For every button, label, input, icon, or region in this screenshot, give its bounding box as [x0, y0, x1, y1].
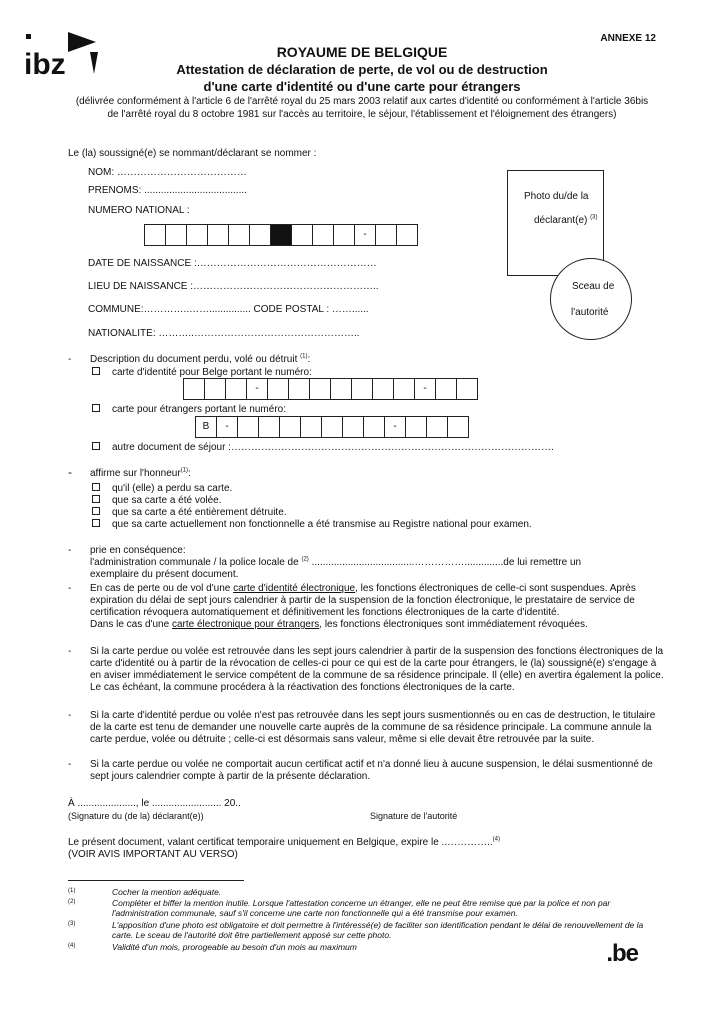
checkbox-cid[interactable] [92, 367, 100, 375]
cid-number-box[interactable] [309, 378, 331, 400]
checkbox-perdu[interactable] [92, 483, 100, 491]
numero-national-box[interactable] [291, 224, 313, 246]
bullet-dash: - [68, 354, 72, 365]
footnote-number: (4) [68, 943, 76, 949]
declarant-intro: Le (la) soussigné(e) se nommant/déclarant se nommer : [68, 148, 317, 159]
numero-national-box[interactable] [165, 224, 187, 246]
footnote-number: (1) [68, 888, 76, 894]
description-text: Description du document perdu, volé ou détruit [90, 354, 298, 365]
honneur-text: affirme sur l'honneur [90, 468, 181, 479]
honneur-option-perdu-label: qu'il (elle) a perdu sa carte. [112, 483, 233, 494]
etrangers-number-box[interactable] [447, 416, 469, 438]
p2-underline-cid: carte d'identité électronique [233, 583, 356, 594]
honneur-option-perdu[interactable] [92, 483, 232, 495]
option-etrangers-label: carte pour étrangers portant le numéro: [112, 404, 286, 415]
validity-line1 [68, 837, 500, 849]
option-cid-label: carte d'identité pour Belge portant le numéro: [112, 367, 312, 378]
signature-autorite-label: Signature de l'autorité [370, 811, 458, 821]
etrangers-number-box[interactable] [426, 416, 448, 438]
numero-national-box[interactable] [333, 224, 355, 246]
cid-number-box[interactable] [225, 378, 247, 400]
numero-national-box[interactable] [186, 224, 208, 246]
prie-line2 [90, 557, 664, 569]
annexe-label: ANNEXE 12 [600, 33, 656, 44]
numero-national-box[interactable]: - [354, 224, 376, 246]
honneur-option-transmise-label: que sa carte actuellement non fonctionnelle a été transmise au Registre national pour examen. [112, 519, 532, 530]
legal-reference: (délivrée conformément à l'article 6 de l'arrêté royal du 25 mars 2003 relatif aux cartes d'identité ou conformément à l'article 36bis de l'arrêté royal du 8 octobre 1981 sur l'accès au territoire, le séjour, l'établissement et l'éloignement des étrangers) [75, 96, 649, 120]
cid-number-box[interactable] [351, 378, 373, 400]
footnote-3: L'apposition d'une photo est obligatoire et doit permettre à l'intéressé(e) de faciliter son identification pendant le délai de renouvellement de la carte. Le sceau de l'autorité doit être partiellement apposé sur cette photo. [112, 920, 644, 940]
cid-number-box[interactable]: - [246, 378, 268, 400]
numero-national-box[interactable] [270, 224, 292, 246]
footnote-divider [68, 880, 244, 881]
etrangers-number-box[interactable] [300, 416, 322, 438]
prie-line3: exemplaire du présent document. [90, 569, 239, 580]
prenoms-field[interactable]: PRENOMS: ..................................... [88, 185, 247, 196]
prie-line1: prie en conséquence: [90, 545, 186, 556]
validity-line2: (VOIR AVIS IMPORTANT AU VERSO) [68, 849, 238, 860]
date-naissance-field[interactable]: DATE DE NAISSANCE :……………………………………………… [88, 258, 377, 269]
numero-national-box[interactable] [144, 224, 166, 246]
numero-national-box[interactable] [249, 224, 271, 246]
etrangers-number-box[interactable] [342, 416, 364, 438]
seal-label-line2: l'autorité [571, 307, 609, 318]
etrangers-number-box[interactable] [321, 416, 343, 438]
document-title-line1: Attestation de déclaration de perte, de vol ou de destruction [176, 62, 548, 77]
validity-footnote-ref: (4) [492, 836, 501, 843]
checkbox-volee[interactable] [92, 495, 100, 503]
photo-footnote-ref: (3) [590, 214, 598, 221]
etrangers-number-box[interactable] [405, 416, 427, 438]
perte-vol-paragraph [90, 583, 666, 631]
checkbox-autre[interactable] [92, 442, 100, 450]
footnote-2: Compléter et biffer la mention inutile. Lorsque l'attestation concerne un étranger, elle ne peut être remise que par la police et non par l'administration communale, sauf s'il concerne une carte non fonctionnelle qui a été transmise pour examen. [112, 898, 611, 918]
validity-text: Le présent document, valant certificat temporaire uniquement en Belgique, expire le ..………….. [68, 837, 493, 848]
numero-national-box[interactable] [396, 224, 418, 246]
etrangers-number-box[interactable] [279, 416, 301, 438]
be-logo: .be [606, 940, 638, 967]
numero-national-box[interactable] [375, 224, 397, 246]
photo-label-text: déclarant(e) [534, 215, 588, 226]
page-title: ROYAUME DE BELGIQUE [276, 44, 448, 60]
nationalite-field[interactable]: NATIONALITE: ………..………………………………………….. [88, 328, 360, 339]
sans-certificat-paragraph: Si la carte perdue ou volée ne comportait aucun certificat actif et n'a donné lieu à aucune suspension, le délai susmentionné de sept jours calendrier compte à partir de la présente déclaration. [90, 759, 653, 782]
option-etrangers[interactable] [92, 404, 286, 416]
honneur-option-transmise[interactable] [92, 519, 532, 531]
description-label [90, 354, 310, 366]
numero-national-box[interactable] [207, 224, 229, 246]
checkbox-etrangers[interactable] [92, 404, 100, 412]
option-autre[interactable] [92, 442, 554, 454]
footnote-4: Validité d'un mois, prorogeable au besoin d'un mois au maximum [112, 942, 357, 952]
non-retrouvee-paragraph: Si la carte d'identité perdue ou volée n'est pas retrouvée dans les sept jours susmentionnés ou en cas de destruction, le titulaire de la carte est tenu de demander une nouvelle carte auprès de la commune de sa résidence principale. La commune annule la carte perdue, volée ou détruite ; celle-ci est désormais sans valeur, même si elle devait être retrouvée par la suite. [90, 710, 656, 745]
numero-national-label: NUMERO NATIONAL : [88, 205, 190, 216]
honneur-option-volee[interactable] [92, 495, 222, 507]
cid-number-box[interactable] [330, 378, 352, 400]
numero-national-box[interactable] [228, 224, 250, 246]
cid-number-box[interactable] [288, 378, 310, 400]
retrouvee-paragraph: Si la carte perdue ou volée est retrouvée dans les sept jours calendrier à partir de la suspension des fonctions électroniques de la carte d'identité ou à partir de la révocation de celles-ci pour ce qui est de la carte pour étrangers, le (la) soussigné(e) s'engage à en aviser immédiatement le service compétent de la commune de sa résidence principale. Il (elle) en avertira également la police. Le cas échéant, la commune procédera à la réactivation des fonctions électroniques de la carte. [90, 646, 664, 693]
cid-number-box[interactable] [435, 378, 457, 400]
footnote-number: (3) [68, 921, 76, 927]
cid-number-box[interactable] [183, 378, 205, 400]
etrangers-number-box[interactable] [258, 416, 280, 438]
footnote-1: Cocher la mention adéquate. [112, 887, 222, 897]
cid-number-box[interactable] [456, 378, 478, 400]
description-footnote-ref: (1) [300, 353, 308, 360]
honneur-option-detruite[interactable] [92, 507, 287, 519]
bullet-dash: - [68, 710, 72, 721]
seal-label-line1: Sceau de [572, 281, 615, 292]
honneur-label [90, 468, 191, 480]
prie-line2-end: .....................................……………..............de lui remettre un [311, 557, 582, 568]
footnote-number: (2) [68, 899, 76, 905]
honneur-dash: - [68, 465, 72, 479]
p2-etrangers-end: , les fonctions électroniques sont immédiatement révoquées. [319, 619, 588, 630]
cid-number-box[interactable] [372, 378, 394, 400]
prie-paragraph [90, 545, 664, 581]
honneur-option-detruite-label: que sa carte a été entièrement détruite. [112, 507, 287, 518]
checkbox-detruite[interactable] [92, 507, 100, 515]
p2-underline-etrangers: carte électronique pour étrangers [171, 619, 320, 630]
bullet-dash: - [68, 759, 72, 770]
option-autre-label: autre document de séjour :……………………………………………………………………………………. [112, 442, 554, 453]
bullet-dash: - [68, 545, 72, 556]
ibz-logo-text: ibz [24, 48, 66, 76]
checkbox-transmise[interactable] [92, 519, 100, 527]
nom-field[interactable]: NOM: ………………………………… [88, 167, 247, 178]
bullet-dash: - [68, 646, 72, 657]
p2-etrangers-start: Dans le cas d'une [90, 619, 170, 630]
photo-label-line2 [534, 215, 597, 227]
honneur-colon: : [188, 468, 191, 479]
lieu-naissance-field[interactable]: LIEU DE NAISSANCE :……………………………………………….. [88, 281, 379, 292]
commune-code-postal-field[interactable]: COMMUNE:…………..……............... CODE POSTAL : ……...... [88, 304, 369, 315]
place-date-field[interactable]: À ....................., le ......................... 20.. [68, 798, 241, 809]
p2-body: , les fonctions électroniques de celle-ci sont suspendues. Après expiration du délai de sept jours calendrier à partir de la suspension de la fonction électronique, le prestataire de service de certification révoquera automatiquement et définitivement les fonctions électroniques de la carte d'identité. [90, 583, 636, 618]
bullet-dash: - [68, 583, 72, 594]
etrangers-number-box[interactable]: - [384, 416, 406, 438]
cid-number-box[interactable] [204, 378, 226, 400]
photo-label-line1: Photo du/de la [524, 191, 589, 202]
numero-national-boxes[interactable] [145, 224, 418, 246]
prie-footnote-ref: (2) [301, 556, 309, 563]
prie-line2-start: l'administration communale / la police locale de [90, 557, 299, 568]
cid-number-box[interactable]: - [414, 378, 436, 400]
honneur-option-volee-label: que sa carte a été volée. [112, 495, 222, 506]
cid-number-box[interactable] [267, 378, 289, 400]
cid-number-box[interactable] [393, 378, 415, 400]
etrangers-number-box[interactable] [237, 416, 259, 438]
description-colon: : [307, 354, 311, 365]
etrangers-number-box[interactable]: - [216, 416, 238, 438]
honneur-footnote-ref: (1) [180, 467, 189, 474]
seal-circle [550, 258, 632, 340]
etrangers-number-box[interactable]: B [195, 416, 217, 438]
signature-declarant-label: (Signature du (de la) déclarant(e)) [68, 811, 204, 821]
etrangers-number-boxes[interactable] [196, 416, 469, 438]
document-title-line2: d'une carte d'identité ou d'une carte pour étrangers [203, 79, 521, 94]
p2-start: En cas de perte ou de vol d'une [90, 583, 231, 594]
numero-national-box[interactable] [312, 224, 334, 246]
cid-number-boxes[interactable] [184, 378, 478, 400]
etrangers-number-box[interactable] [363, 416, 385, 438]
